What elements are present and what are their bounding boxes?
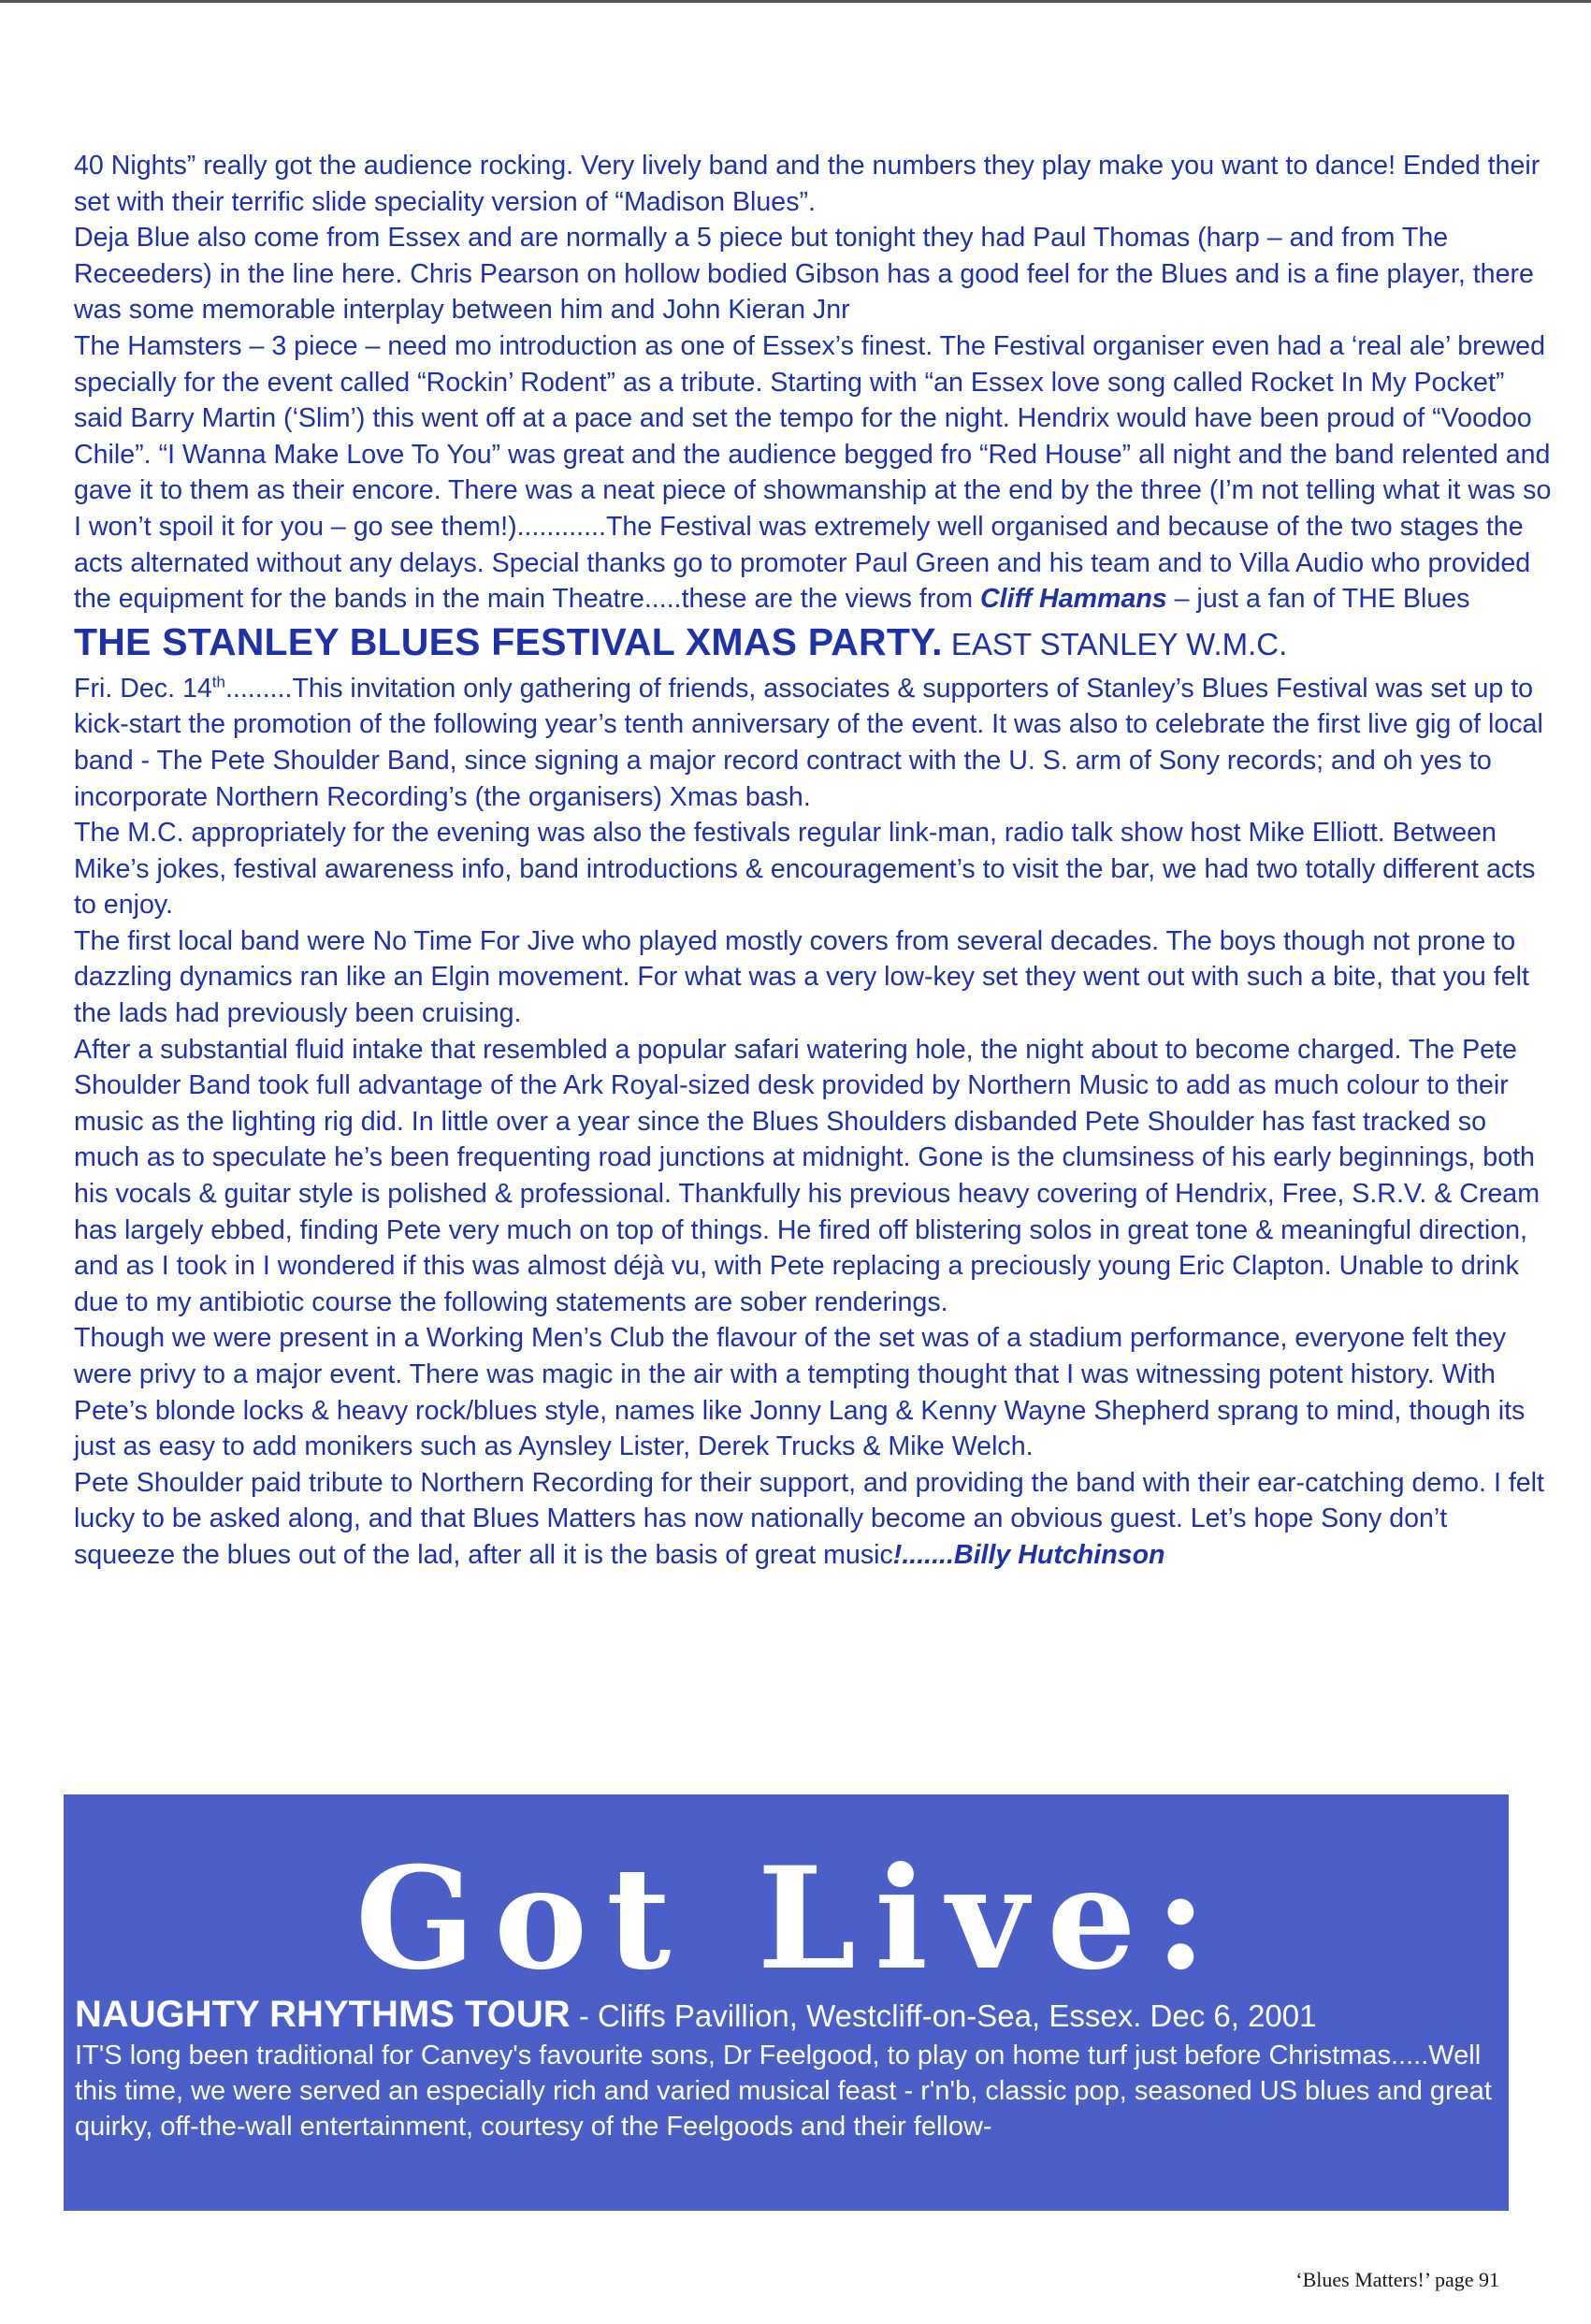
paragraph: 40 Nights” really got the audience rocking. Very lively band and the numbers they play make you want to dance! Ended their set with their terrific slide speciality version of “Madison Blues”. [74, 151, 1540, 217]
date-suffix: th [211, 673, 225, 691]
tour-title: NAUGHTY RHYTHMS TOUR [75, 1994, 571, 2035]
paragraph-text: Pete Shoulder paid tribute to Northern Recording for their support, and providing the band with their ear-catching demo. I felt lucky to be asked along, and that Blues Matters has now nationally become an obvious guest. Let’s hope Sony don’t squeeze the blues out of the lad, after all it is the basis of great music [74, 1467, 1544, 1570]
top-rule [0, 0, 1591, 3]
got-live-banner [64, 1794, 1509, 2211]
venue: EAST STANLEY W.M.C. [942, 626, 1288, 661]
paragraph: The first local band were No Time For Jive who played mostly covers from several decades. The boys though not prone to dazzling dynamics ran like an Elgin movement. For what was a very low-key set they went out with such a bite, that you felt the lads had previously been cruising. [74, 925, 1529, 1029]
paragraph-text: .........This invitation only gathering of friends, associates & supporters of Stanley’s Blues Festival was set up to kick-start the promotion of the following year’s tenth anniversary of the event. It was also to celebrate the first live gig of local band - The Pete Shoulder Band, since signing a major record contract with the U. S. arm of Sony records; and oh yes to incorporate Northern Recording’s (the organisers) Xmas bash. [74, 673, 1543, 812]
banner-title: Got Live: [354, 1837, 1226, 2001]
headline: THE STANLEY BLUES FESTIVAL XMAS PARTY. [74, 619, 943, 663]
tour-details: - Cliffs Pavillion, Westcliff-on-Sea, Essex. Dec 6, 2001 [570, 1998, 1317, 2033]
banner-text [75, 1993, 1501, 2144]
page-footer: ‘Blues Matters!’ page 91 [1295, 2268, 1499, 2291]
paragraph [74, 671, 1552, 815]
date: Fri. Dec. 14 [74, 673, 212, 704]
banner-body: IT'S long been traditional for Canvey's favourite sons, Dr Feelgood, to play on home turf just before Christmas.....Well this time, we were served an especially rich and varied musical feast - r'n'b, classic pop, seasoned US blues and great quirky, off-the-wall entertainment, courtesy of the Feelgoods and their fellow- [75, 2041, 1492, 2142]
article-body [74, 148, 1552, 1574]
paragraph: The M.C. appropriately for the evening was also the festivals regular link-man, radio talk show host Mike Elliott. Between Mike’s jokes, festival awareness info, band introductions & encouragement’s to visit the bar, we had two totally different acts to enjoy. [74, 818, 1536, 921]
section-heading [74, 617, 1552, 671]
paragraph [74, 1465, 1552, 1574]
paragraph: Though we were present in a Working Men’s Club the flavour of the set was of a stadium performance, everyone felt they were privy to a major event. There was magic in the air with a tempting thought that I was witnessing potent history. With Pete’s blonde locks & heavy rock/blues style, names like Jonny Lang & Kenny Wayne Shepherd sprang to mind, though its just as easy to add monikers such as Aynsley Lister, Derek Trucks & Mike Welch. [74, 1323, 1526, 1462]
paragraph-text: The Hamsters – 3 piece – need mo introduction as one of Essex’s finest. The Festival organiser even had a ‘real ale’ brewed specially for the event called “Rockin’ Rodent” as a tribute. Starting with “an Essex love song called Rocket In My Pocket” said Barry Martin (‘Slim’) this went off at a pace and set the tempo for the night. Hendrix would have been proud of “Voodoo Chile”. “I Wanna Make Love To You” was great and the audience begged fro “Red House” all night and the band relented and gave it to them as their encore. There was a neat piece of showmanship at the end by the three (I’m not telling what it was so I won’t spoil it for you – go see them!)............The Festival was extremely well organised and because of the two stages the acts alternated without any delays. Special thanks go to promoter Paul Green and his team and to Villa Audio who provided the equipment for the bands in the main Theatre.....these are the views from [74, 330, 1552, 615]
paragraph: Deja Blue also come from Essex and are normally a 5 piece but tonight they had Paul Thomas (harp – and from The Receeders) in the line here. Chris Pearson on hollow bodied Gibson has a good feel for the Blues and is a fine player, there was some memorable interplay between him and John Kieran Jnr [74, 223, 1534, 326]
author-name: Cliff Hammans [980, 584, 1167, 615]
paragraph: After a substantial fluid intake that resembled a popular safari watering hole, the night about to become charged. The Pete Shoulder Band took full advantage of the Ark Royal-sized desk provided by Northern Music to add as much colour to their music as the lighting rig did. In little over a year since the Blues Shoulders disbanded Pete Shoulder has fast tracked so much as to speculate he’s been frequenting road junctions at midnight. Gone is the clumsiness of his early beginnings, both his vocals & guitar style is polished & professional. Thankfully his previous heavy covering of Hendrix, Free, S.R.V. & Cream has largely ebbed, finding Pete very much on top of things. He fired off blistering solos in great tone & meaningful direction, and as I took in I wondered if this was almost déjà vu, with Pete replacing a preciously young Eric Clapton. Unable to drink due to my antibiotic course the following statements are sober renderings. [74, 1034, 1540, 1317]
tour-line [75, 1993, 1501, 2038]
paragraph-text: – just a fan of THE Blues [1166, 584, 1470, 615]
paragraph [74, 328, 1552, 617]
author-signature: !.......Billy Hutchinson [892, 1539, 1165, 1570]
